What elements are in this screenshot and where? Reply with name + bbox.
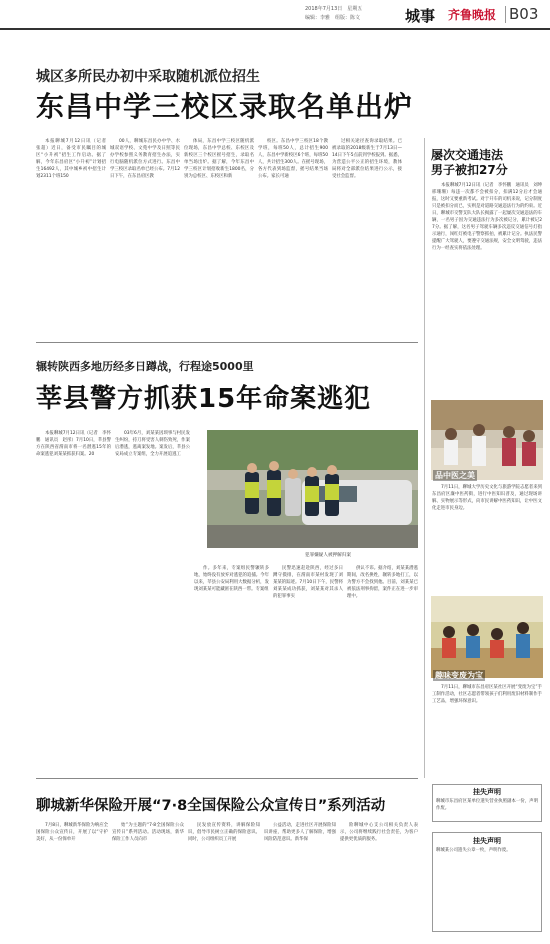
story2-body-col1 — [36, 430, 111, 770]
story3-body-text-cont: 险聊城中心支公司相关负责人表示，公司将继续践行社会责任，为客户提供更优质的服务。 — [340, 823, 418, 842]
story2-headline: 莘县警方抓获15年命案逃犯 — [36, 384, 372, 414]
story3-body-col4 — [264, 822, 336, 934]
recycle-photo-art — [431, 596, 543, 678]
column-rule — [424, 138, 425, 778]
notice2-box — [432, 832, 542, 932]
tcm-photo-art — [431, 400, 543, 480]
story2-body-text-cont: 作。多年来，专案组民警辗转多地，始终没有放弃对逃犯的追捕。今年以来，莘县公安局利用大数据分析，发现刘某某可能藏匿在陕西一带。专案组 — [194, 566, 269, 592]
story3-body-text-cont: 民发放宣传资料，讲解保险知识，倡导市民树立正确的保险意识。同时，公司组织员工开展 — [188, 823, 260, 842]
notice1-box — [432, 784, 542, 822]
story2-top-rule — [36, 342, 418, 343]
story1-body-text-cont: 校区。东昌中学三校区18个教学班，每班50人，总计招生900人，东昌中学新校区6个班，每班50人，共计招生300人。在摇号现场，各方代表到场监督，摇号结果当场公布。家长可通 — [258, 139, 328, 179]
sidebar1-headline: 屡次交通违法 男子被扣27分 — [431, 148, 508, 177]
page-number: B03 — [509, 5, 539, 23]
story3-body-col2 — [112, 822, 184, 934]
story2-body-col2 — [115, 430, 190, 770]
arrest-photo-art — [207, 430, 418, 548]
story1-body-text-cont: 体局，东昌中学三校区随机派位现场，东昌中学总校、东校区及新校区三个校区摇号招生，录取名单当场出炉。据了解，今年东昌中学三校区计划招收新生1800名，分别为总校区、东校区和新 — [184, 139, 254, 179]
section-name: 城事 — [405, 7, 436, 25]
story2-body-col4 — [273, 565, 343, 770]
story1-kicker: 城区多所民办初中采取随机派位招生 — [36, 69, 260, 85]
story3-body-col3 — [188, 822, 260, 934]
story1-body-text-cont: 过相关途径查询录取结果。已被录取的2018级新生于7月13日—14日下午5点前到学校报到。据悉，为营造公平公正的招生环境，教体局将对全部派位结果进行公示，接受社会监督。 — [332, 139, 402, 179]
story1-body-col1 — [36, 138, 111, 338]
story3-body-text-cont: 始”为主题的“7·8全国保险公众宣传日”系列活动。活动现场，新华保险工作人员向市 — [112, 823, 184, 842]
staff-line: 编辑：李雅 组版：陈文 — [305, 15, 361, 21]
story3-headline: 聊城新华保险开展“7·8全国保险公众宣传日”系列活动 — [36, 798, 386, 814]
tcm-photo-text-body: 7月11日，聊城大学历史文化与旅游学院志愿者来到东昌府区廉中医药街，进行中医知识普及，通过现场讲解、实物展示等形式，向市民讲解中医药知识，让中医文化走进市民身边。 — [432, 485, 542, 511]
paper-logo: 齐鲁晚报 — [448, 8, 497, 22]
story2-kicker: 辗转陕西多地历经多日蹲战，行程途5000里 — [36, 360, 254, 373]
arrest-photo — [207, 430, 418, 548]
story2-body-col3 — [194, 565, 269, 770]
story2-body-text-cont: 供认不讳。据介绍，刘某某潜逃期间，改名换姓，辗转多地打工，以为警方不会找到他。目前，刘某某已被依法刑事拘留，案件正在进一步审理中。 — [347, 566, 418, 599]
story3-body-col5 — [340, 822, 418, 934]
masthead-divider — [505, 6, 506, 23]
story3-body-col1 — [36, 822, 108, 934]
masthead — [0, 0, 550, 30]
story1-body-col3 — [184, 138, 254, 338]
story1-body-col5 — [332, 138, 402, 338]
story3-body-text-cont: 公益活动，走进社区开展保险知识讲座，帮助更多人了解保险，增强风险防范意识。新华保 — [264, 823, 336, 842]
recycle-photo-tag: 趣味变废为宝 — [435, 671, 483, 680]
notice1-text: 聊城市东昌府区某单位遗失营业执照副本一份，声明作废。 — [436, 799, 538, 811]
story2-body-col5 — [347, 565, 418, 770]
sidebar1-body — [432, 182, 547, 390]
story3-top-rule — [36, 778, 418, 779]
story1-body-col2 — [110, 138, 180, 338]
story2-body-text-cont: 民警迅速赶赴陕西，经过多日蹲守摸排，在渭南市某村发现了刘某某的踪迹。7月10日下午，民警将刘某某成功抓获，刘某某对其杀人的犯罪事实 — [273, 566, 343, 599]
recycle-photo-text — [432, 684, 542, 746]
story2-body-text: 本报聊城7月12日讯（记者 李怀鹏 通讯员 赵彤）7月10日，莘县警方在陕西省渭南市将一名潜逃15年的命案逃犯刘某某抓获归案。20 — [36, 431, 111, 457]
notice2-text: 聊城某公司遗失公章一枚，声明作废。 — [436, 848, 511, 853]
story1-body-text-cont: 00人，聊城东昌民办中学、水城双语学校、文苑中学及日照等民办学校参照义务教育招生办法，实行电脑随机派位方式进行。东昌中学三校区录取名单已经公布。7月12日下午，在东昌府区教 — [110, 139, 180, 179]
date-line: 2018年7月13日 星期五 — [305, 6, 363, 12]
masthead-rule — [0, 28, 550, 30]
tcm-photo-tag: 品中医之美 — [435, 471, 475, 480]
story3-body-text: 7月8日，聊城新华保险为响应全国保险公众宣传日，开展了以“守护美好，从一份保单开 — [36, 823, 108, 842]
story2-body-text-cont: 03年6月，刘某某因琐事与村民发生纠纷，持刀将受害人刺伤致死，作案后潜逃，逃离案发地。案发后，莘县公安局成立专案组，全力开展追逃工 — [115, 431, 190, 457]
tcm-photo-text — [432, 484, 542, 568]
notice2-title: 挂失声明 — [473, 837, 501, 845]
story1-headline: 东昌中学三校区录取名单出炉 — [36, 90, 414, 123]
recycle-photo — [431, 596, 543, 678]
tcm-photo — [431, 400, 543, 480]
recycle-photo-text-body: 7月11日，聊城市东昌府区某社区开展“变废为宝”手工制作活动，社区志愿者带领孩子们利用废旧材料制作手工艺品，增强环保意识。 — [432, 685, 542, 704]
story1-body-text: 本报聊城7月12日讯（记者 张超）近日，备受市民瞩目的城区“小升初”招生工作启动。据了解，今年东昌府区“小升初”计划招生16492人，其中城乡初中招生计划2311个班150 — [36, 139, 111, 179]
story1-body-col4 — [258, 138, 328, 338]
sidebar1-body-text: 本报聊城7月12日讯（记者 李怀鹏 通讯员 刘坤 邢珊珊）每违一次都不会被扣分，扣满12分后才会通报，这时又要重新考试。对于开车的司机来说，记分制度只是被扣分而已，实则是对道路交通违法行为的约束。近日，聊城市交警支队大队长揭露了一起屡次交通违法的车辆，一名男子因为交通违法行为多次被记分，累计被记27分。据了解，这名男子驾驶车辆多次违反交通信号灯指示通行，闯红灯被电子警察抓拍，被累计记分。执法民警提醒广大驾驶人，要遵守交通法规，安全文明驾驶，违法行为一经查实将依法处理。 — [432, 183, 547, 251]
notice1-title: 挂失声明 — [473, 788, 501, 796]
arrest-photo-caption: 犯罪嫌疑人被押解归案 — [305, 553, 351, 558]
